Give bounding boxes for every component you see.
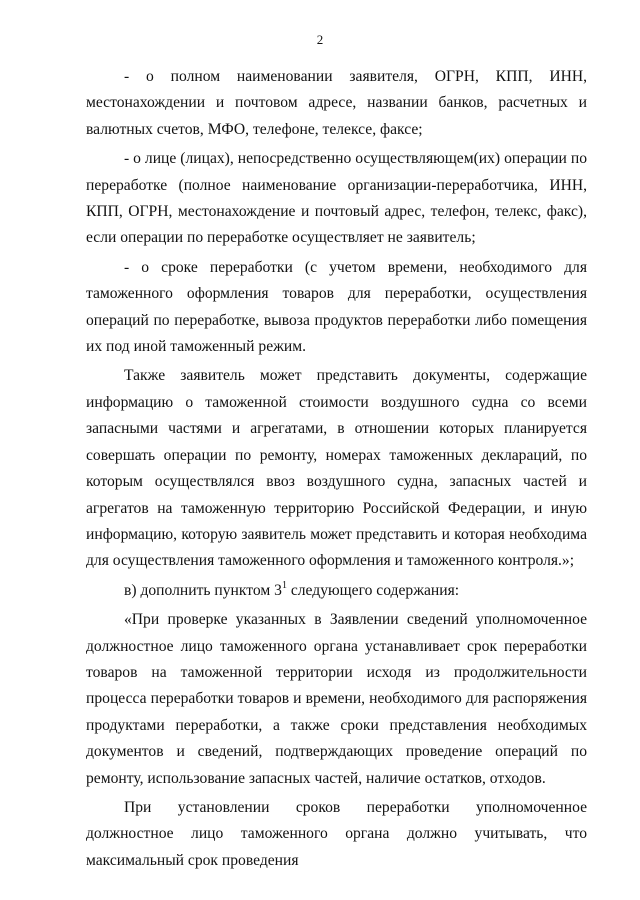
page-number: 2 (316, 32, 324, 47)
paragraph-additional-documents: Также заявитель может представить документы, содержащие информацию о таможенной стоимости воздушного судна со всеми запасными частями и агрегатами, в отношении которых планируется совершать операции по ремонту, номерах таможенных деклараций, по которым осуществлялся ввоз воздушного судна, запасных частей и агрегатов на таможенную территорию Российской Федерации, и иную информацию, которую заявитель может представить и которая необходима для осуществления таможенного оформления и таможенного контроля.»; (86, 367, 587, 570)
document-body (86, 64, 587, 877)
paragraph-processor-info: - о лице (лицах), непосредственно осуществляющем(их) операции по переработке (полное наименование организации-переработчика, ИНН, КПП, ОГРН, местонахождение и почтовый адрес, телефон, телекс, факс), если операции по переработке осуществляет не заявитель; (86, 150, 587, 247)
paragraph-max-term: При установлении сроков переработки уполномоченное должностное лицо таможенного органа должно учитывать, что максимальный срок проведения (86, 798, 587, 869)
amendment-text-before: в) дополнить пунктом 3 (124, 581, 282, 599)
paragraph-amendment (86, 578, 587, 604)
amendment-superscript: 1 (281, 579, 287, 591)
amendment-text-after: следующего содержания: (286, 581, 460, 599)
paragraph-applicant-info: - о полном наименовании заявителя, ОГРН, КПП, ИНН, местонахождении и почтовом адресе, названии банков, расчетных и валютных счетов, МФО, телефоне, телексе, факсе; (86, 68, 587, 138)
paragraph-processing-term: - о сроке переработки (с учетом времени, необходимого для таможенного оформления товаров для переработки, осуществления операций по переработке, вывоза продуктов переработки либо помещения их под иной таможенный режим. (86, 258, 587, 356)
paragraph-verification: «При проверке указанных в Заявлении сведений уполномоченное должностное лицо таможенного органа устанавливает срок переработки товаров на таможенной территории исходя из продолжительности процесса переработки товаров и времени, необходимого для распоряжения продуктами переработки, а также сроки представления необходимых документов и сведений, подтверждающих проведение операций по ремонту, использование запасных частей, наличие остатков, отходов. (86, 611, 587, 787)
